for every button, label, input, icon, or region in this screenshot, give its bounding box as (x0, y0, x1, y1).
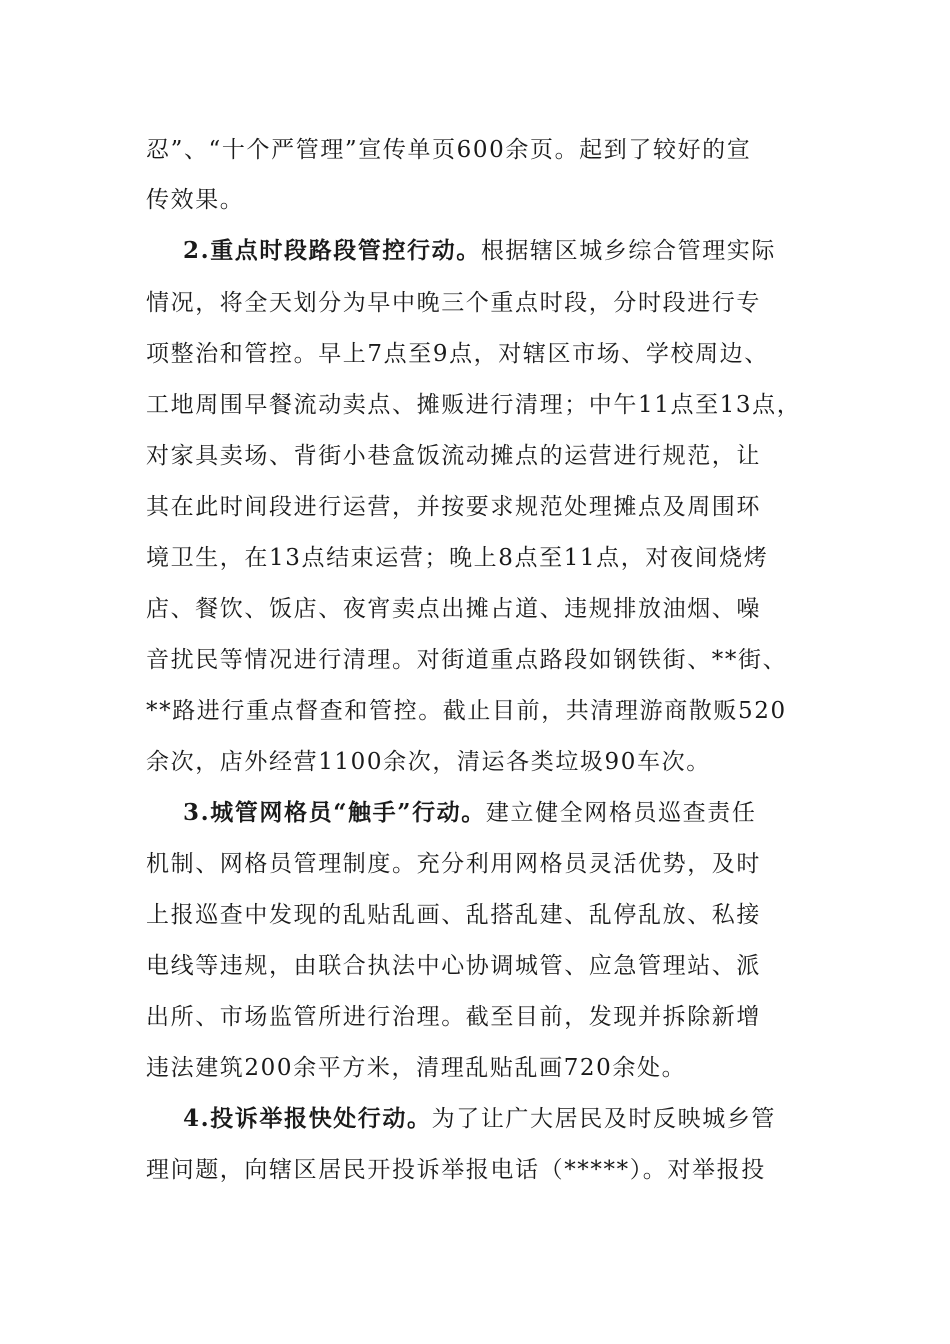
text-line (146, 180, 244, 220)
line-text: 工地周围早餐流动卖点、摊贩进行清理；中午11点至13点， (146, 392, 802, 418)
text-line (146, 436, 761, 476)
text-line (146, 130, 751, 170)
section-heading-line (183, 231, 776, 271)
line-text: 出所、市场监管所进行治理。截至目前，发现并拆除新增 (146, 1004, 761, 1030)
text-line (146, 334, 769, 374)
section-heading: 3.城管网格员“触手”行动。 (183, 799, 486, 826)
text-line (146, 385, 801, 425)
text-line (146, 691, 787, 731)
line-text: 项整治和管控。早上7点至9点，对辖区市场、学校周边、 (146, 341, 769, 367)
text-line (146, 640, 787, 680)
line-text: 建立健全网格员巡查责任 (485, 800, 757, 826)
line-text: 店、餐饮、饭店、夜宵卖点出摊占道、违规排放油烟、噪 (146, 596, 761, 622)
line-text: 其在此时间段进行运营，并按要求规范处理摊点及周围环 (146, 494, 761, 520)
line-text: 违法建筑200余平方米，清理乱贴乱画720余处。 (146, 1055, 687, 1081)
line-text: 机制、网格员管理制度。充分利用网格员灵活优势，及时 (146, 851, 761, 877)
line-text: 为了让广大居民及时反映城乡管 (431, 1106, 777, 1132)
line-text: 音扰民等情况进行清理。对街道重点路段如钢铁街、**街、 (146, 647, 788, 673)
line-text: 余次，店外经营1100余次，清运各类垃圾90车次。 (146, 749, 711, 775)
text-line (146, 538, 768, 578)
line-text: 传效果。 (146, 187, 245, 213)
section-heading-line (183, 793, 756, 833)
text-line (146, 946, 761, 986)
section-heading-line (183, 1099, 776, 1139)
text-line (146, 283, 761, 323)
line-text: 境卫生，在13点结束运营；晚上8点至11点，对夜间烧烤 (146, 545, 769, 571)
text-line (146, 844, 761, 884)
text-line (146, 895, 761, 935)
text-line (146, 742, 711, 782)
line-text: **路进行重点督查和管控。截止目前，共清理游商散贩520 (146, 698, 787, 724)
text-line (146, 1150, 766, 1190)
line-text: 忍”、“十个严管理”宣传单页600余页。起到了较好的宣 (146, 137, 752, 163)
text-line (146, 589, 761, 629)
section-heading: 2.重点时段路段管控行动。 (183, 237, 481, 264)
line-text: 对家具卖场、背街小巷盒饭流动摊点的运营进行规范，让 (146, 443, 761, 469)
line-text: 根据辖区城乡综合管理实际 (480, 238, 777, 264)
line-text: 理问题，向辖区居民开投诉举报电话（*****）。对举报投 (146, 1157, 766, 1183)
section-heading: 4.投诉举报快处行动。 (183, 1105, 432, 1132)
text-line (146, 997, 761, 1037)
line-text: 上报巡查中发现的乱贴乱画、乱搭乱建、乱停乱放、私接 (146, 902, 761, 928)
text-line (146, 487, 761, 527)
line-text: 情况，将全天划分为早中晚三个重点时段，分时段进行专 (146, 290, 761, 316)
text-line (146, 1048, 686, 1088)
line-text: 电线等违规，由联合执法中心协调城管、应急管理站、派 (146, 953, 761, 979)
